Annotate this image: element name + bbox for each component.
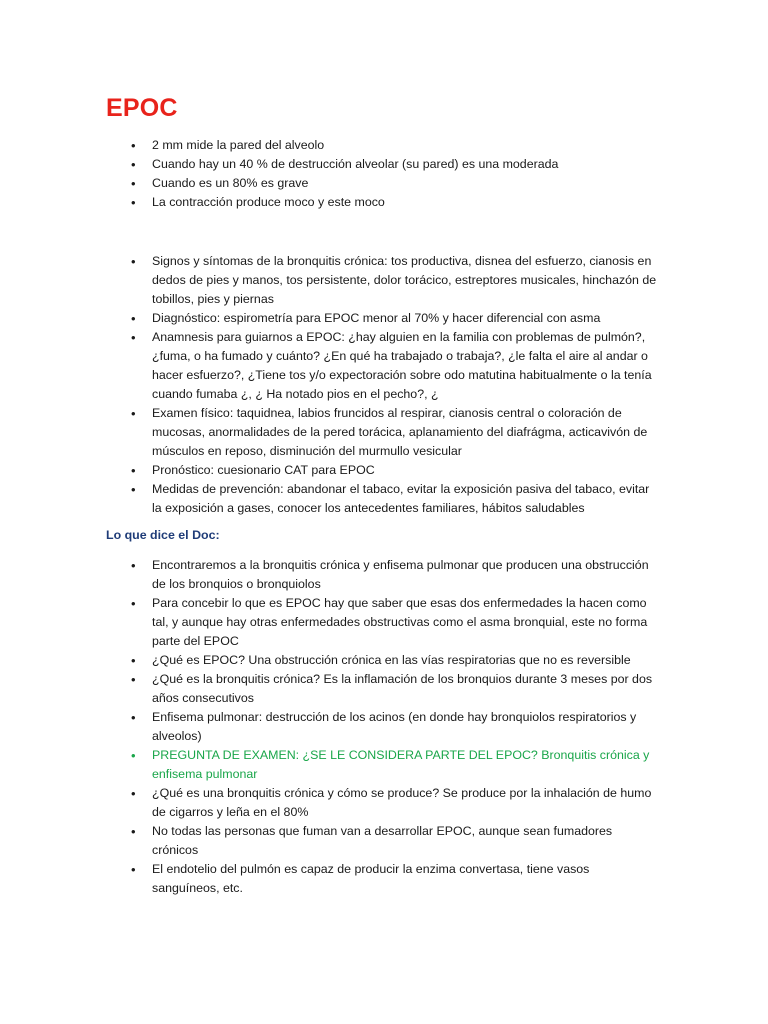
- intro-list: [152, 136, 660, 212]
- list-item: • Pronóstico: cuesionario CAT para EPOC: [152, 461, 660, 480]
- page-title: EPOC: [106, 94, 178, 122]
- list-item: • El endotelio del pulmón es capaz de producir la enzima convertasa, tiene vasos sanguíneos, etc.: [152, 860, 660, 898]
- list-item: • Cuando es un 80% es grave: [152, 174, 660, 193]
- doctor-notes-list: [152, 556, 660, 898]
- list-item: • Encontraremos a la bronquitis crónica y enfisema pulmonar que producen una obstrucción de los bronquios o bronquiolos: [152, 556, 660, 594]
- clinical-list: [152, 252, 660, 518]
- list-item: • Signos y síntomas de la bronquitis crónica: tos productiva, disnea del esfuerzo, cianosis en dedos de pies y manos, tos persistente, dolor torácico, estreptores musicales, hinchazón de tobillos, pies y piernas: [152, 252, 660, 309]
- list-item: • Examen físico: taquidnea, labios fruncidos al respirar, cianosis central o coloración de mucosas, anormalidades de la pered torácica, aplanamiento del diafrágma, acticavivón de músculos en reposo, disminución del murmullo vesicular: [152, 404, 660, 461]
- list-item: • No todas las personas que fuman van a desarrollar EPOC, aunque sean fumadores crónicos: [152, 822, 660, 860]
- list-item: • Medidas de prevención: abandonar el tabaco, evitar la exposición pasiva del tabaco, evitar la exposición a gases, conocer los antecedentes familiares, hábitos saludables: [152, 480, 660, 518]
- list-item: • La contracción produce moco y este moco: [152, 193, 660, 212]
- section-subheading: Lo que dice el Doc:: [106, 528, 220, 542]
- list-item: • ¿Qué es una bronquitis crónica y cómo se produce? Se produce por la inhalación de humo de cigarros y leña en el 80%: [152, 784, 660, 822]
- list-item: • Diagnóstico: espirometría para EPOC menor al 70% y hacer diferencial con asma: [152, 309, 660, 328]
- list-item: • ¿Qué es EPOC? Una obstrucción crónica en las vías respiratorias que no es reversible: [152, 651, 660, 670]
- list-item: • ¿Qué es la bronquitis crónica? Es la inflamación de los bronquios durante 3 meses por dos años consecutivos: [152, 670, 660, 708]
- list-item: • Enfisema pulmonar: destrucción de los acinos (en donde hay bronquiolos respiratorios y alveolos): [152, 708, 660, 746]
- list-item: • Para concebir lo que es EPOC hay que saber que esas dos enfermedades la hacen como tal, y aunque hay otras enfermedades obstructivas como el asma bronquial, este no forma parte del EPOC: [152, 594, 660, 651]
- list-item: • Cuando hay un 40 % de destrucción alveolar (su pared) es una moderada: [152, 155, 660, 174]
- list-item: • Anamnesis para guiarnos a EPOC: ¿hay alguien en la familia con problemas de pulmón?, ¿fuma, o ha fumado y cuánto? ¿En qué ha trabajado o trabaja?, ¿le falta el aire al andar o hacer esfuerzo?, ¿Tiene tos y/o expectoración sobre odo matutina habitualmente o la tenía cuando fumaba ¿, ¿ Ha notado pios en el pecho?, ¿: [152, 328, 660, 404]
- list-item: • 2 mm mide la pared del alveolo: [152, 136, 660, 155]
- exam-question-item: • PREGUNTA DE EXAMEN: ¿SE LE CONSIDERA PARTE DEL EPOC? Bronquitis crónica y enfisema pulmonar: [152, 746, 660, 784]
